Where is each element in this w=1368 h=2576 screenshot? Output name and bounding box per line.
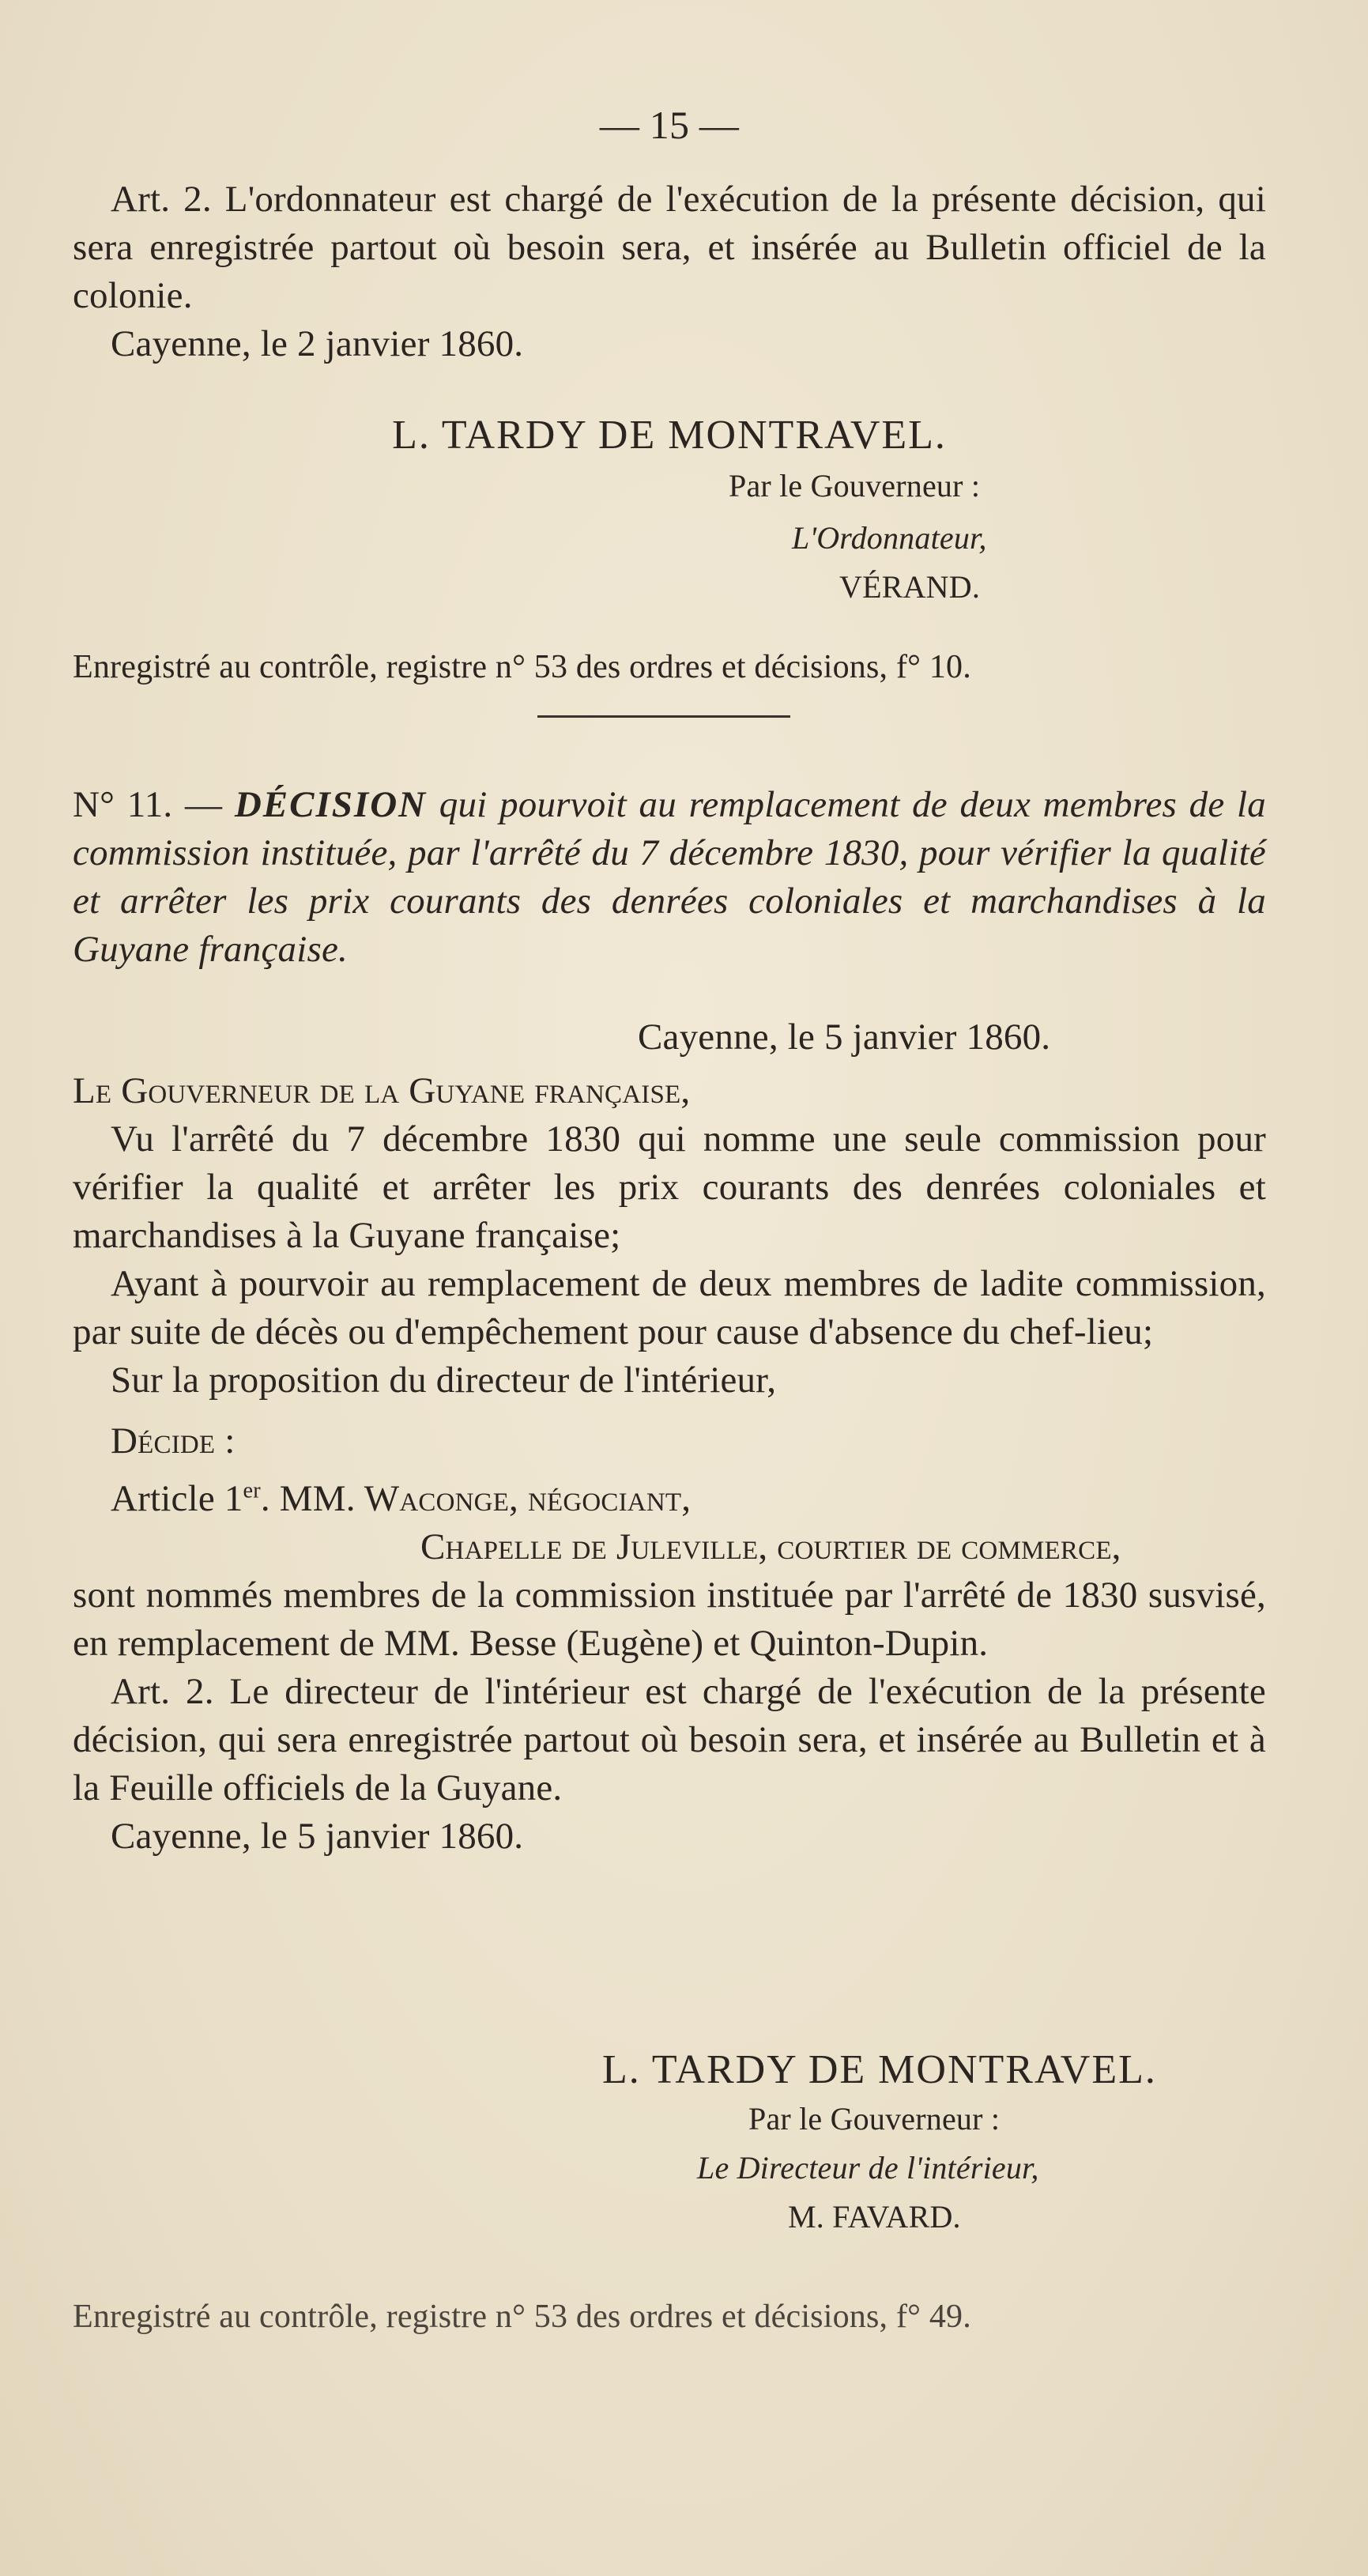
top-signature: L. TARDY DE MONTRAVEL. bbox=[392, 413, 947, 458]
top-registry bbox=[73, 647, 1266, 688]
decision-registry-text: Enregistré au contrôle, registre n° 53 des ordres et décisions, f° 49. bbox=[73, 2299, 971, 2335]
sur-paragraph: Sur la proposition du directeur de l'intérieur, bbox=[111, 1360, 777, 1401]
top-par-le: Par le Gouverneur : bbox=[729, 468, 981, 504]
top-signer-name: VÉRAND. bbox=[839, 569, 981, 605]
ayant-paragraph: Ayant à pourvoir au remplacement de deux membres de ladite commission, par suite de décès ou d'empêchement pour cause d'absence du chef-lieu; bbox=[73, 1263, 1266, 1352]
section-divider bbox=[537, 715, 790, 718]
decision-heading bbox=[73, 781, 1266, 974]
decision-signer-title: Le Directeur de l'intérieur, bbox=[697, 2150, 1039, 2186]
page-number-text: — 15 — bbox=[599, 103, 740, 147]
decision-par-le: Par le Gouverneur : bbox=[748, 2101, 1001, 2137]
decision-signature: L. TARDY DE MONTRAVEL. bbox=[602, 2047, 1157, 2092]
top-registry-text: Enregistré au contrôle, registre n° 53 des ordres et décisions, f° 10. bbox=[73, 649, 971, 685]
article-1-line1: . MM. Waconge, négociant, bbox=[260, 1478, 692, 1519]
decision-body bbox=[73, 1067, 1266, 1861]
decision-date-2: Cayenne, le 5 janvier 1860. bbox=[111, 1816, 524, 1857]
decision-heading-rest: qui pourvoit au remplacement de deux membres de la commission instituée, par l'arrêté du 7 décembre 1830, pour vérifier la qualité et arrêter les prix courants des denrées coloniales et marchandises à la Guyane française. bbox=[73, 784, 1266, 970]
page-number bbox=[73, 101, 1266, 149]
decision-article-2: Art. 2. Le directeur de l'intérieur est chargé de l'exécution de la présente décision, qui sera enregistrée partout où besoin sera, et insérée au Bulletin et à la Feuille officiels de la Guyane. bbox=[73, 1671, 1266, 1808]
decision-date-block bbox=[73, 1013, 1266, 1062]
decide-label: Décide : bbox=[111, 1420, 236, 1461]
top-date: Cayenne, le 2 janvier 1860. bbox=[111, 323, 524, 364]
decision-date: Cayenne, le 5 janvier 1860. bbox=[638, 1016, 1051, 1058]
article-1-line2: Chapelle de Juleville, courtier de commerce, bbox=[420, 1526, 1121, 1567]
article-1-label: Article 1 bbox=[111, 1478, 243, 1519]
article-1-sup: er bbox=[243, 1478, 261, 1503]
governor-line: Le Gouverneur de la Guyane française, bbox=[73, 1070, 691, 1111]
decision-title: DÉCISION bbox=[234, 784, 428, 825]
top-article-2: Art. 2. L'ordonnateur est chargé de l'exécution de la présente décision, qui sera enregistrée partout où besoin sera, et insérée au Bulletin officiel de la colonie. bbox=[73, 179, 1266, 316]
article-1-line2-wrap bbox=[73, 1523, 1266, 1571]
decision-registry bbox=[73, 2296, 1266, 2337]
top-signature-block bbox=[73, 411, 1266, 608]
top-signer-title: L'Ordonnateur, bbox=[792, 520, 987, 556]
top-section bbox=[73, 175, 1266, 368]
vu-paragraph: Vu l'arrêté du 7 décembre 1830 qui nomme une seule commission pour vérifier la qualité et arrêter les prix courants des denrées coloniales et marchandises à la Guyane française; bbox=[73, 1118, 1266, 1256]
decision-number: N° 11. — bbox=[73, 784, 223, 825]
article-1-rest: sont nommés membres de la commission instituée par l'arrêté de 1830 susvisé, en remplacement de MM. Besse (Eugène) et Quinton-Dupin. bbox=[73, 1575, 1266, 1664]
decision-signature-block bbox=[73, 2046, 1266, 2238]
decision-signer-name: M. FAVARD. bbox=[788, 2199, 961, 2235]
